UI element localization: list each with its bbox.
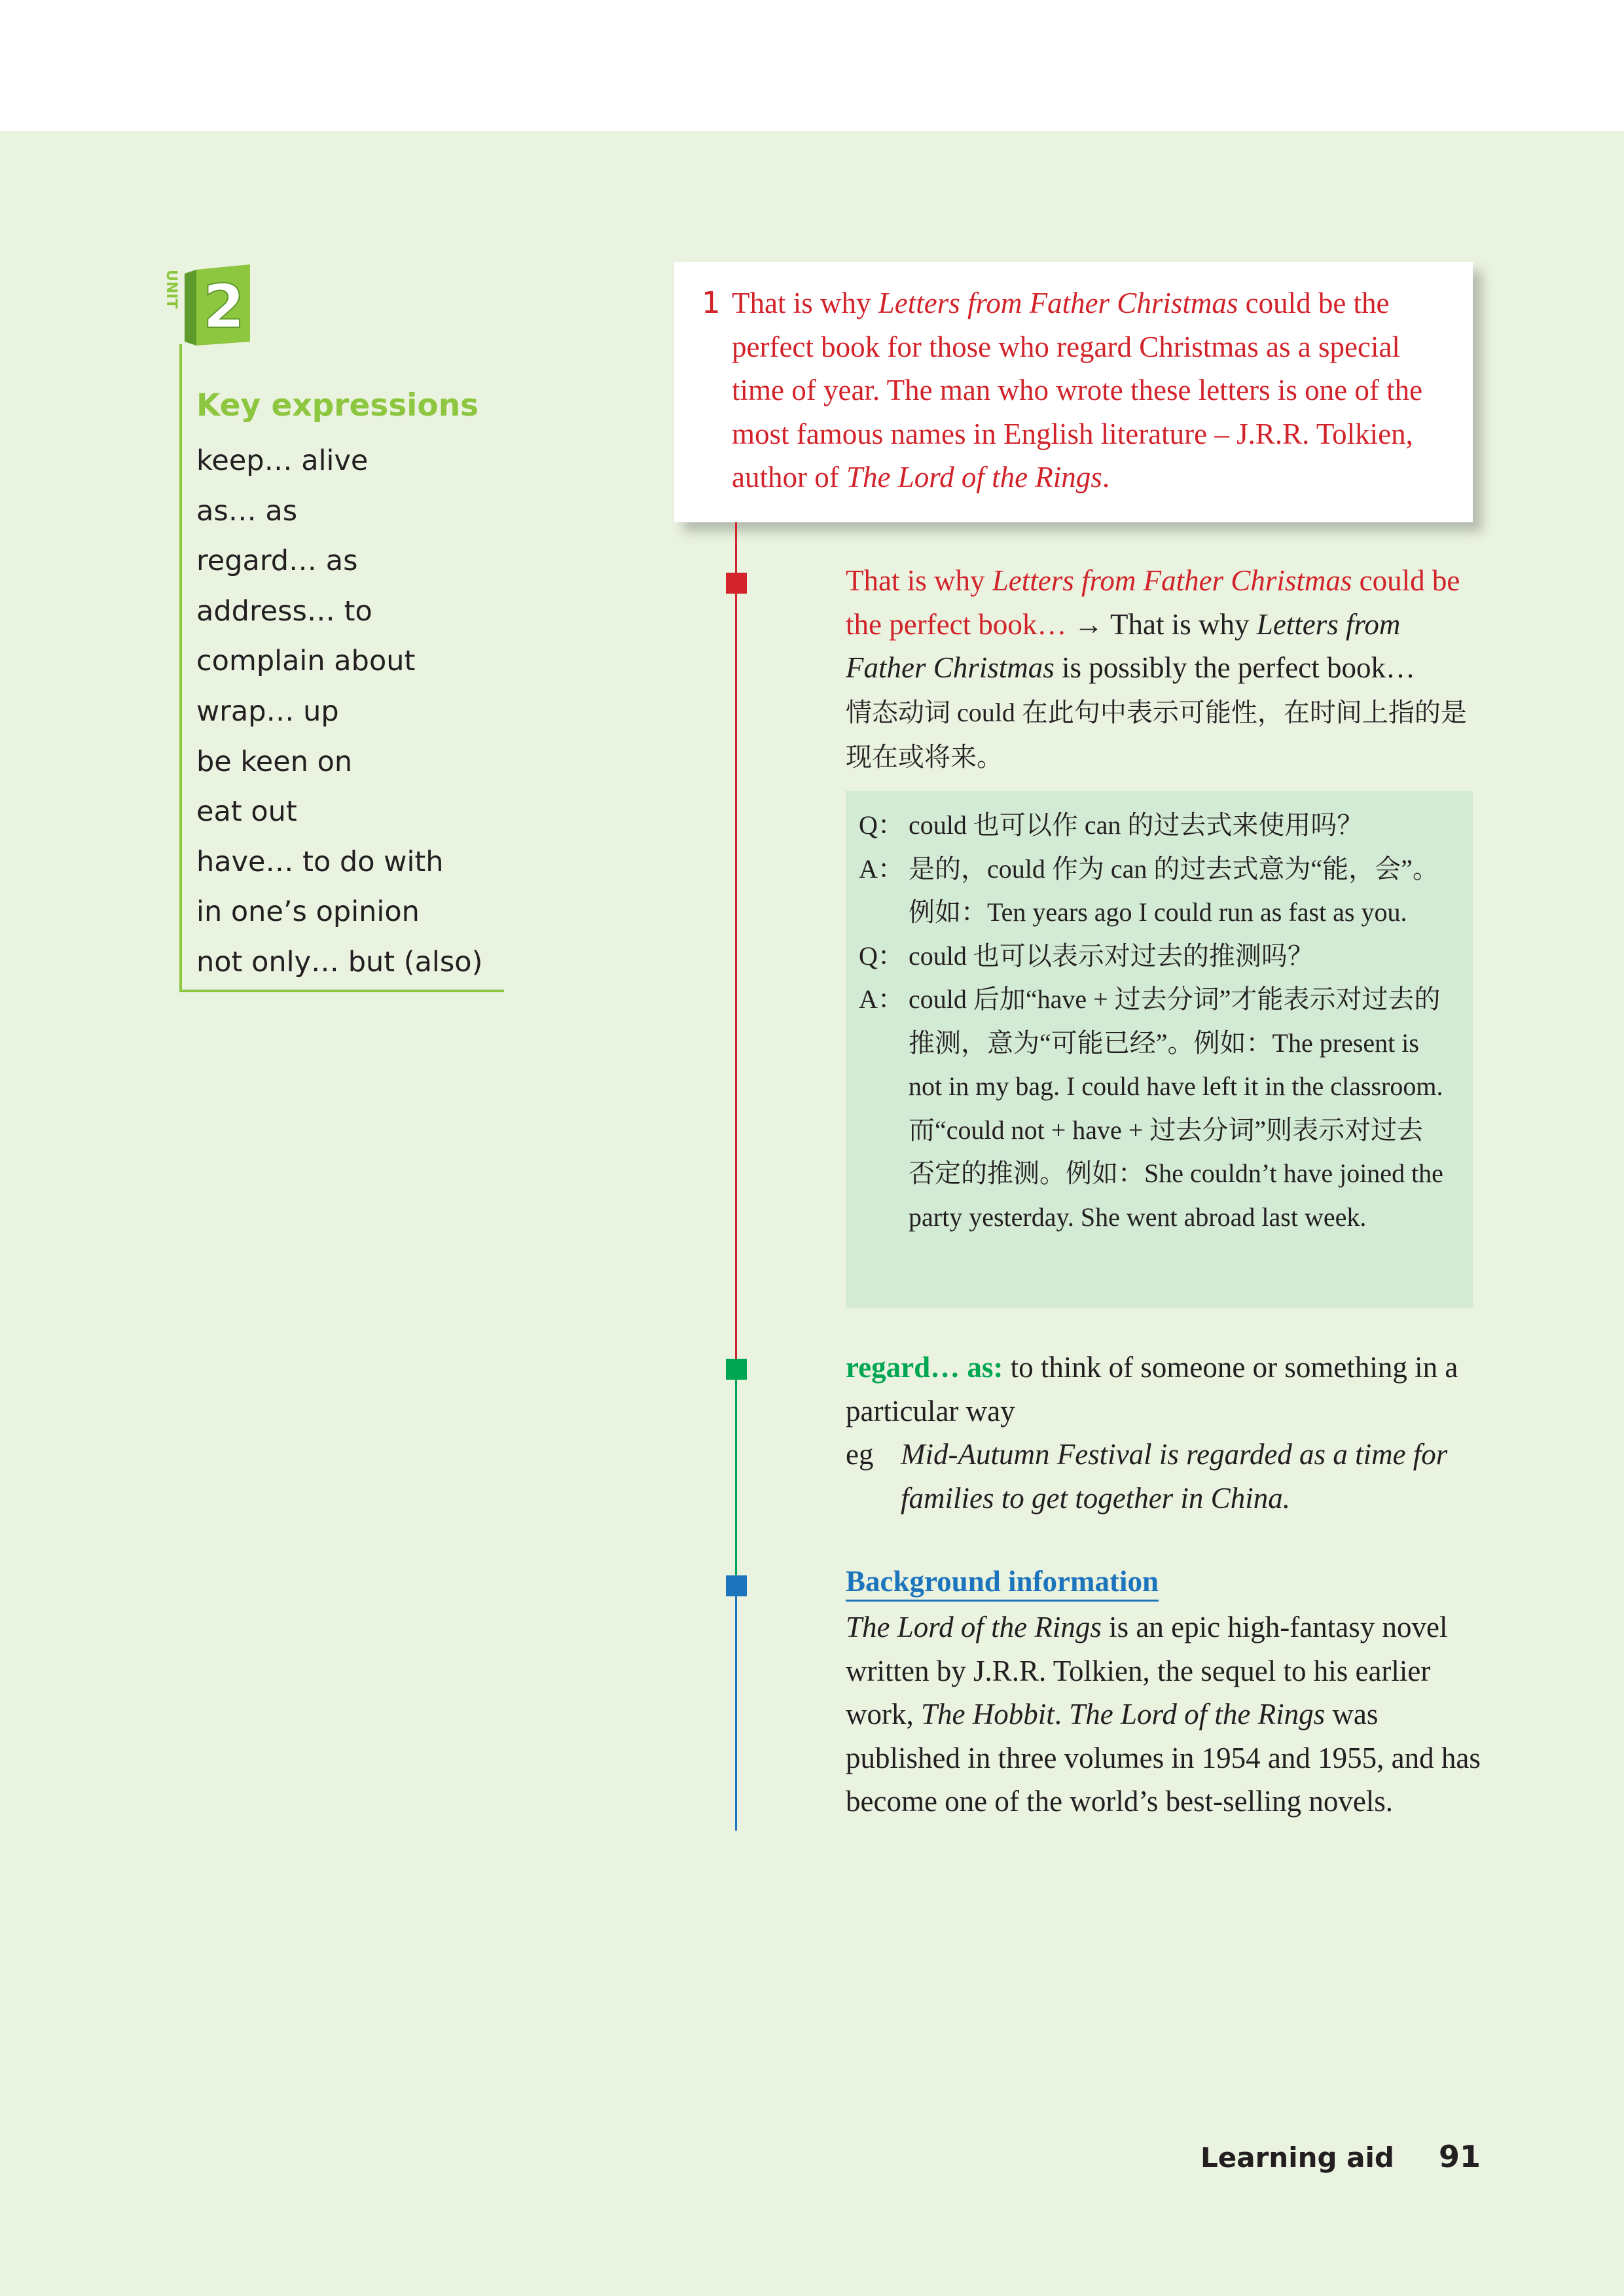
background-title: Background information xyxy=(846,1563,1159,1602)
qa-row xyxy=(859,978,1468,1239)
qa-row xyxy=(859,804,1468,848)
timeline-blue xyxy=(735,1585,737,1831)
note2-definition: to think of someone or something in a particular way xyxy=(846,1351,1458,1427)
background-title-lotr: The Lord of the Rings xyxy=(1069,1698,1326,1731)
key-expression-item: be keen on xyxy=(196,745,353,778)
note1-part: could be the perfect book… xyxy=(846,564,1460,641)
quote-number: 1 xyxy=(702,285,721,320)
qa-row xyxy=(859,935,1468,978)
note1-chinese: 情态动词 could 在此句中表示可能性，在时间上指的是现在或将来。 xyxy=(846,697,1467,772)
note1-part: is possibly the perfect book… xyxy=(1054,651,1415,684)
key-expression-item: regard… as xyxy=(196,545,358,578)
qa-box xyxy=(846,791,1473,1308)
qa-row xyxy=(859,848,1468,891)
qa-content xyxy=(859,804,1468,1239)
key-expression-item: address… to xyxy=(196,594,372,628)
quote-text-part: That is why xyxy=(732,287,878,319)
key-expression-item: not only… but (also) xyxy=(196,945,483,978)
key-expression-item: keep… alive xyxy=(196,444,369,477)
key-expression-item: as… as xyxy=(196,494,298,528)
quote-title-letters: Letters from Father Christmas xyxy=(878,287,1238,319)
key-expressions-list xyxy=(196,436,482,988)
qa-label: Q： xyxy=(859,941,904,971)
quote-text-part: could be the perfect book for those who regard Christmas as a special time of year. The man who wrote these letters is one of the most famous names in English literature – J.R.R. Tolkien, author of xyxy=(732,287,1423,493)
example-label: eg xyxy=(846,1438,874,1471)
key-expressions-border-bottom xyxy=(179,990,504,992)
note2-example xyxy=(846,1433,1481,1520)
note2-term: regard… as: xyxy=(846,1351,1003,1384)
qa-label: Q： xyxy=(859,810,904,840)
key-expression-item: have… to do with xyxy=(196,845,444,878)
note1-title: Letters from Father Christmas xyxy=(992,564,1352,597)
note-marker-blue xyxy=(726,1575,747,1596)
note1-part: → That is why xyxy=(1066,607,1257,641)
qa-example: 例如：Ten years ago I could run as fast as you. xyxy=(909,897,1407,927)
note-modal-could xyxy=(846,559,1481,780)
background-part: is an epic high-fantasy novel written by J.R.R. Tolkien, the sequel to his earlier work, xyxy=(846,1611,1448,1731)
note1-part: That is why xyxy=(846,564,992,597)
note-regard-as xyxy=(846,1346,1481,1433)
background-text xyxy=(846,1605,1481,1823)
background-part: was published in three volumes in 1954 and 1955, and has become one of the world’s best-selling novels. xyxy=(846,1698,1481,1818)
unit-label xyxy=(162,270,177,308)
key-expression-item: complain about xyxy=(196,645,416,678)
timeline-red xyxy=(735,522,737,1368)
key-expression-item: in one’s opinion xyxy=(196,895,420,929)
background-title-lotr: The Lord of the Rings xyxy=(846,1611,1102,1643)
page-number: 91 xyxy=(1439,2139,1481,2174)
note-marker-green xyxy=(726,1359,747,1380)
unit-word: UNIT xyxy=(163,270,179,309)
key-expressions-title: Key expressions xyxy=(196,387,479,423)
quote-box xyxy=(674,262,1473,522)
background-title-hobbit: The Hobbit xyxy=(920,1698,1055,1731)
qa-question: could 也可以作 can 的过去式来使用吗？ xyxy=(909,810,1363,840)
note-marker-red xyxy=(726,573,747,594)
qa-answer: could 后加“have + 过去分词”才能表示对过去的推测，意为“可能已经”。例如：The present is not in my bag. I could have left it in the classroom. 而“could not + have + 过去分词”则表示对过去否定的推测。例如：She couldn’t have joined the party yesterday. She went abroad last week. xyxy=(909,984,1443,1232)
unit-badge-icon xyxy=(185,264,255,346)
key-expression-item: eat out xyxy=(196,795,297,829)
timeline-green xyxy=(735,1368,737,1585)
unit-number: 2 xyxy=(202,272,245,342)
quote-text xyxy=(732,281,1458,499)
qa-question: could 也可以表示对过去的推测吗？ xyxy=(909,941,1314,971)
qa-label: A： xyxy=(859,984,904,1014)
background-part: . xyxy=(1054,1698,1070,1731)
quote-title-lotr: The Lord of the Rings xyxy=(846,461,1102,493)
note1-title: Letters from Father Christmas xyxy=(846,607,1401,684)
example-text: Mid-Autumn Festival is regarded as a time for families to get together in China. xyxy=(901,1438,1448,1515)
quote-text-part: . xyxy=(1102,461,1110,493)
key-expressions-border-vertical xyxy=(179,344,182,992)
qa-label: A： xyxy=(859,853,904,884)
qa-answer: 是的，could 作为 can 的过去式意为“能，会”。 xyxy=(909,853,1439,884)
key-expression-item: wrap… up xyxy=(196,694,339,728)
footer-section-label: Learning aid xyxy=(1200,2142,1394,2174)
